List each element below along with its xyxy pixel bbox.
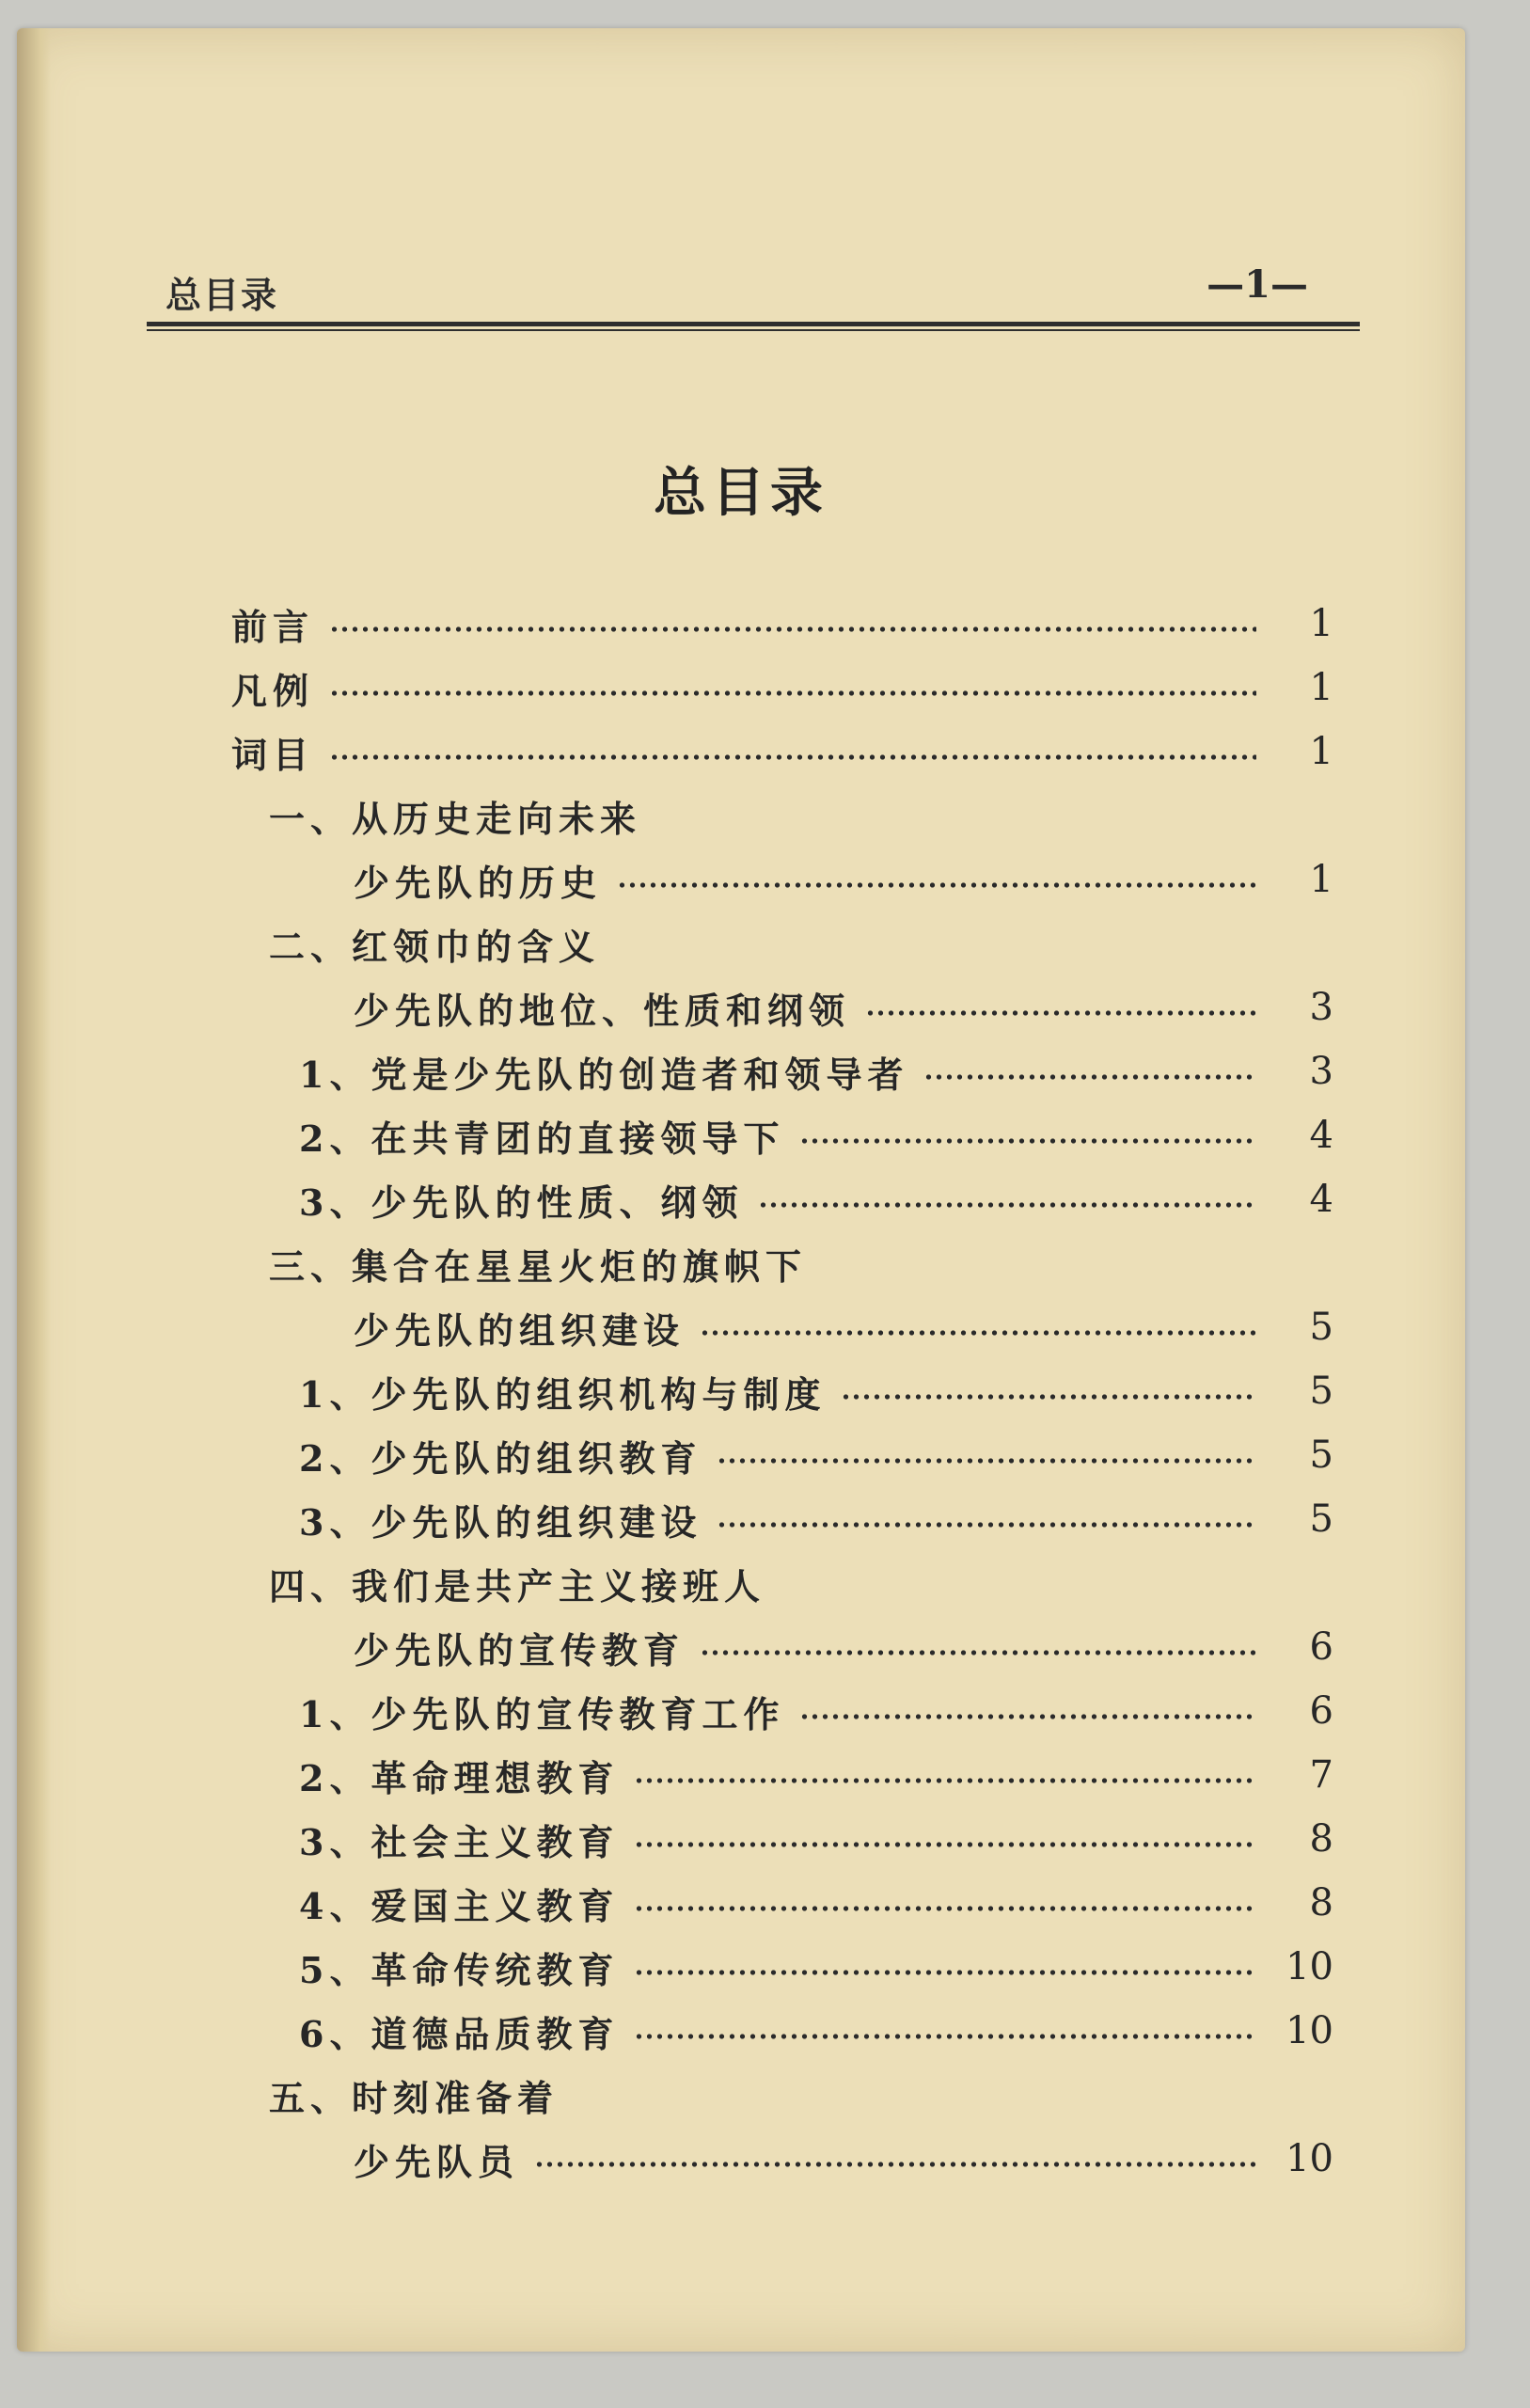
- toc-entry-label: 少先队的地位、性质和纲领: [354, 989, 851, 1032]
- toc-entry-label: 3、少先队的组织建设: [299, 1500, 702, 1544]
- toc-page-number: 10: [1286, 2137, 1333, 2180]
- toc-entry: [269, 1557, 1209, 1609]
- dot-leader: [634, 1777, 1256, 1784]
- toc-entry-label: 少先队员: [354, 2140, 520, 2183]
- toc-page-number: 5: [1309, 1370, 1333, 1413]
- toc-entry: [299, 1365, 1333, 1418]
- toc-page-number: 1: [1309, 666, 1333, 709]
- dot-leader: [634, 1969, 1256, 1976]
- toc-entry: [299, 1685, 1333, 1737]
- dot-leader: [758, 1201, 1256, 1209]
- page-binding-shadow: [17, 28, 51, 2352]
- toc-entry: [354, 981, 1333, 1034]
- header-page-number: —1—: [1207, 262, 1308, 307]
- toc-page-number: 3: [1309, 1050, 1333, 1093]
- header-rule-thin: [147, 329, 1360, 331]
- toc-page-number: 4: [1309, 1114, 1333, 1157]
- dot-leader: [634, 1841, 1256, 1848]
- toc-page-number: 8: [1309, 1881, 1333, 1925]
- toc-entry-label: 少先队的宣传教育: [354, 1628, 686, 1671]
- toc-entry-label: 2、在共青团的直接领导下: [299, 1117, 785, 1160]
- toc-entry: [299, 1045, 1333, 1098]
- dot-leader: [799, 1713, 1256, 1720]
- dot-leader: [717, 1457, 1256, 1465]
- toc-page-number: 5: [1309, 1497, 1333, 1541]
- toc-entry-label: 三、集合在星星火炬的旗帜下: [269, 1244, 808, 1288]
- toc-entry: [299, 1109, 1333, 1162]
- toc-entry-label: 凡例: [231, 669, 315, 712]
- toc-entry-label: 3、社会主义教育: [299, 1820, 620, 1863]
- dot-leader: [700, 1649, 1256, 1656]
- toc-entry: [299, 1493, 1333, 1545]
- toc-entry-label: 2、少先队的组织教育: [299, 1436, 702, 1480]
- toc-entry-label: 4、爱国主义教育: [299, 1884, 620, 1927]
- toc-entry-label: 少先队的组织建设: [354, 1308, 686, 1352]
- toc-entry-label: 前言: [231, 605, 315, 648]
- toc-entry-label: 2、革命理想教育: [299, 1756, 620, 1799]
- dot-leader: [841, 1393, 1256, 1401]
- toc-entry: [269, 2068, 1209, 2121]
- toc-page-number: 3: [1309, 986, 1333, 1029]
- running-header: [147, 259, 1360, 316]
- toc-entry: [299, 1877, 1333, 1929]
- dot-leader: [634, 1905, 1256, 1912]
- toc-entry-label: 二、红领巾的含义: [269, 925, 601, 968]
- running-title: 总目录: [166, 274, 279, 316]
- dot-leader: [534, 2161, 1256, 2168]
- toc-entry: [231, 661, 1333, 714]
- toc-page-number: 10: [1286, 1945, 1333, 1988]
- toc-page-number: 5: [1309, 1306, 1333, 1349]
- toc-entry: [354, 1621, 1333, 1673]
- dot-leader: [329, 689, 1256, 697]
- toc-entry: [269, 789, 1209, 842]
- page-title: 总目录: [654, 463, 828, 524]
- toc-entry: [354, 1301, 1333, 1354]
- toc-entry: [299, 1941, 1333, 1993]
- toc-entry-label: 1、党是少先队的创造者和领导者: [299, 1053, 909, 1096]
- toc-entry-label: 1、少先队的组织机构与制度: [299, 1372, 827, 1416]
- dot-leader: [634, 2033, 1256, 2040]
- toc-page-number: 10: [1286, 2009, 1333, 2052]
- dot-leader: [865, 1009, 1256, 1017]
- dot-leader: [329, 626, 1256, 633]
- toc-entry: [354, 853, 1333, 906]
- toc-page-number: 5: [1309, 1434, 1333, 1477]
- dot-leader: [717, 1521, 1256, 1529]
- toc-entry-label: 五、时刻准备着: [269, 2076, 560, 2119]
- toc-entry: [269, 917, 1209, 970]
- toc-entry: [231, 597, 1333, 650]
- dot-leader: [329, 753, 1256, 761]
- toc-page-number: 4: [1309, 1178, 1333, 1221]
- book-page: [17, 28, 1465, 2352]
- toc-entry-label: 词目: [231, 733, 315, 776]
- dot-leader: [700, 1329, 1256, 1337]
- toc-entry: [231, 725, 1333, 778]
- toc-page-number: 8: [1309, 1817, 1333, 1861]
- dot-leader: [923, 1073, 1256, 1081]
- toc-entry-label: 一、从历史走向未来: [269, 797, 642, 840]
- toc-page-number: 6: [1309, 1625, 1333, 1669]
- dot-leader: [799, 1137, 1256, 1145]
- toc-page-number: 1: [1309, 730, 1333, 773]
- toc-entry: [299, 1813, 1333, 1865]
- toc-page-number: 1: [1309, 602, 1333, 645]
- toc-page-number: 6: [1309, 1689, 1333, 1733]
- toc-entry-label: 1、少先队的宣传教育工作: [299, 1692, 785, 1735]
- toc-entry-label: 3、少先队的性质、纲领: [299, 1180, 744, 1224]
- toc-entry: [299, 2004, 1333, 2057]
- toc-entry: [299, 1173, 1333, 1226]
- toc-entry-label: 5、革命传统教育: [299, 1948, 620, 1991]
- toc-entry: [269, 1237, 1209, 1290]
- header-rule-thick: [147, 322, 1360, 326]
- toc-entry: [354, 2132, 1333, 2185]
- dot-leader: [617, 881, 1256, 889]
- toc-entry-label: 四、我们是共产主义接班人: [269, 1564, 766, 1608]
- toc-entry: [299, 1749, 1333, 1801]
- toc-page-number: 7: [1309, 1753, 1333, 1797]
- toc-entry-label: 少先队的历史: [354, 861, 603, 904]
- toc-entry-label: 6、道德品质教育: [299, 2012, 620, 2055]
- toc-entry: [299, 1429, 1333, 1481]
- toc-page-number: 1: [1309, 858, 1333, 901]
